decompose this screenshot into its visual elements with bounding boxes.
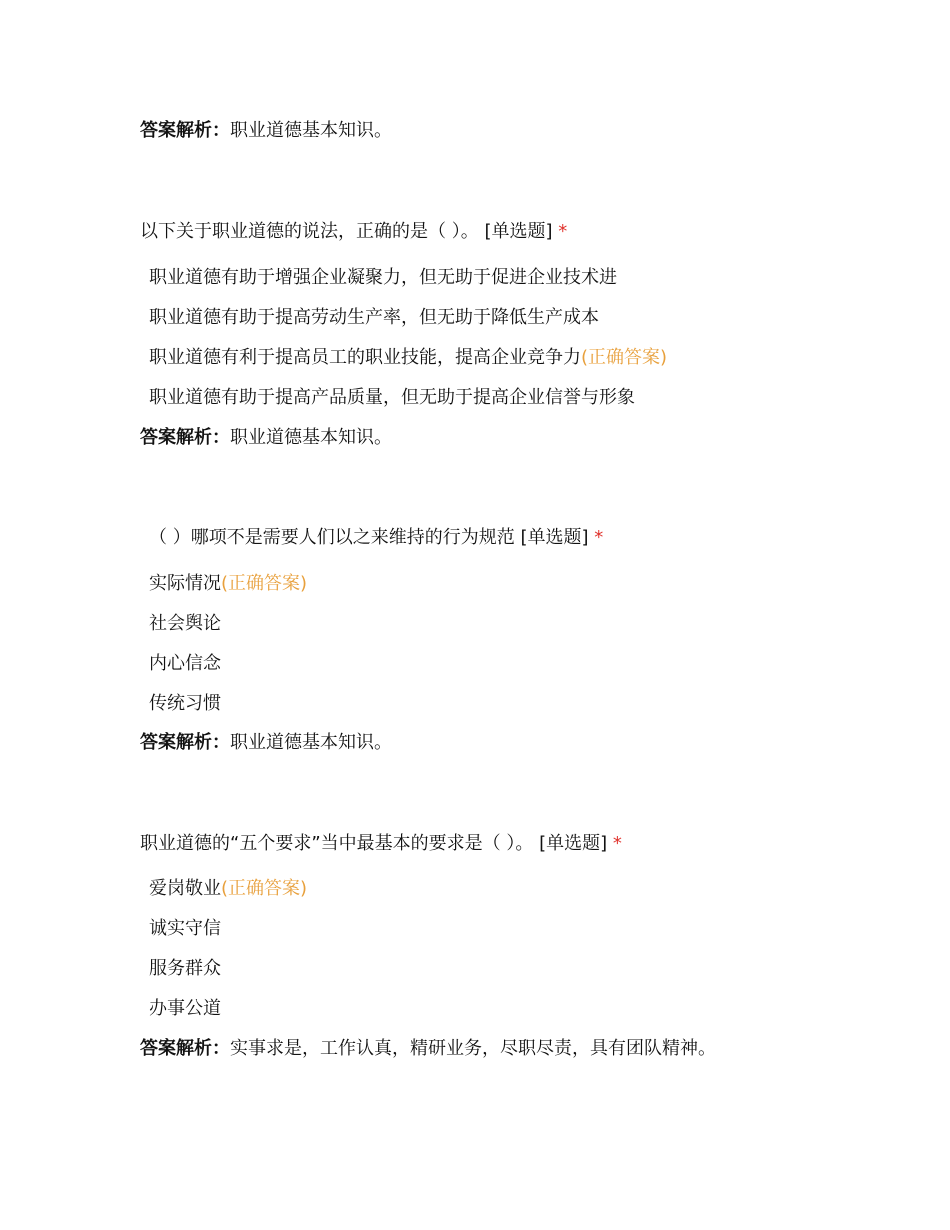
question-3-option-1 <box>149 877 307 901</box>
question-2-option-2 <box>149 612 221 636</box>
explanation-text: 职业道德基本知识。 <box>230 732 392 753</box>
question-2-option-4 <box>149 692 221 716</box>
explanation-label: 答案解析： <box>140 427 230 448</box>
question-1-option-1 <box>149 266 617 290</box>
explanation-text: 职业道德基本知识。 <box>230 120 392 141</box>
option-text: 办事公道 <box>149 998 221 1019</box>
question-1-title <box>140 220 567 244</box>
option-text: 社会舆论 <box>149 613 221 634</box>
question-1-option-2 <box>149 306 599 330</box>
question-2-option-3 <box>149 652 221 676</box>
correct-answer-tag: (正确答案) <box>581 347 668 368</box>
option-text: 爱岗敬业 <box>149 878 221 899</box>
question-2-explanation <box>140 731 392 755</box>
question-2-title <box>149 526 603 550</box>
required-mark: * <box>594 527 604 548</box>
correct-answer-tag: (正确答案) <box>221 878 308 899</box>
option-text: 职业道德有助于提高产品质量，但无助于提高企业信誉与形象 <box>149 387 635 408</box>
question-type: [单选题] <box>539 833 608 854</box>
question-type: [单选题] <box>484 221 553 242</box>
question-title-text: 职业道德的“五个要求”当中最基本的要求是（ ）。 <box>140 833 534 854</box>
option-text: 服务群众 <box>149 958 221 979</box>
explanation-label: 答案解析： <box>140 1038 230 1059</box>
option-text: 实际情况 <box>149 573 221 594</box>
required-mark: * <box>558 221 568 242</box>
explanation-text: 实事求是，工作认真，精研业务，尽职尽责，具有团队精神。 <box>230 1038 716 1059</box>
question-1-option-3 <box>149 346 667 370</box>
question-3-option-3 <box>149 957 221 981</box>
question-3-title <box>140 832 622 856</box>
option-text: 职业道德有利于提高员工的职业技能，提高企业竞争力 <box>149 347 581 368</box>
question-1-explanation <box>140 426 392 450</box>
option-text: 职业道德有助于增强企业凝聚力，但无助于促进企业技术进 <box>149 267 617 288</box>
question-2-option-1 <box>149 572 307 596</box>
explanation-label: 答案解析： <box>140 120 230 141</box>
option-text: 职业道德有助于提高劳动生产率，但无助于降低生产成本 <box>149 307 599 328</box>
question-3-option-4 <box>149 997 221 1021</box>
question-3-explanation <box>140 1037 716 1061</box>
question-title-text: 以下关于职业道德的说法，正确的是（ ）。 <box>140 221 479 242</box>
top-answer-explanation <box>140 119 392 143</box>
question-1-option-4 <box>149 386 635 410</box>
question-title-text: （ ）哪项不是需要人们以之来维持的行为规范 <box>149 527 515 548</box>
question-3-option-2 <box>149 917 221 941</box>
correct-answer-tag: (正确答案) <box>221 573 308 594</box>
explanation-label: 答案解析： <box>140 732 230 753</box>
option-text: 诚实守信 <box>149 918 221 939</box>
question-type: [单选题] <box>520 527 589 548</box>
required-mark: * <box>612 833 622 854</box>
option-text: 传统习惯 <box>149 693 221 714</box>
option-text: 内心信念 <box>149 653 221 674</box>
explanation-text: 职业道德基本知识。 <box>230 427 392 448</box>
